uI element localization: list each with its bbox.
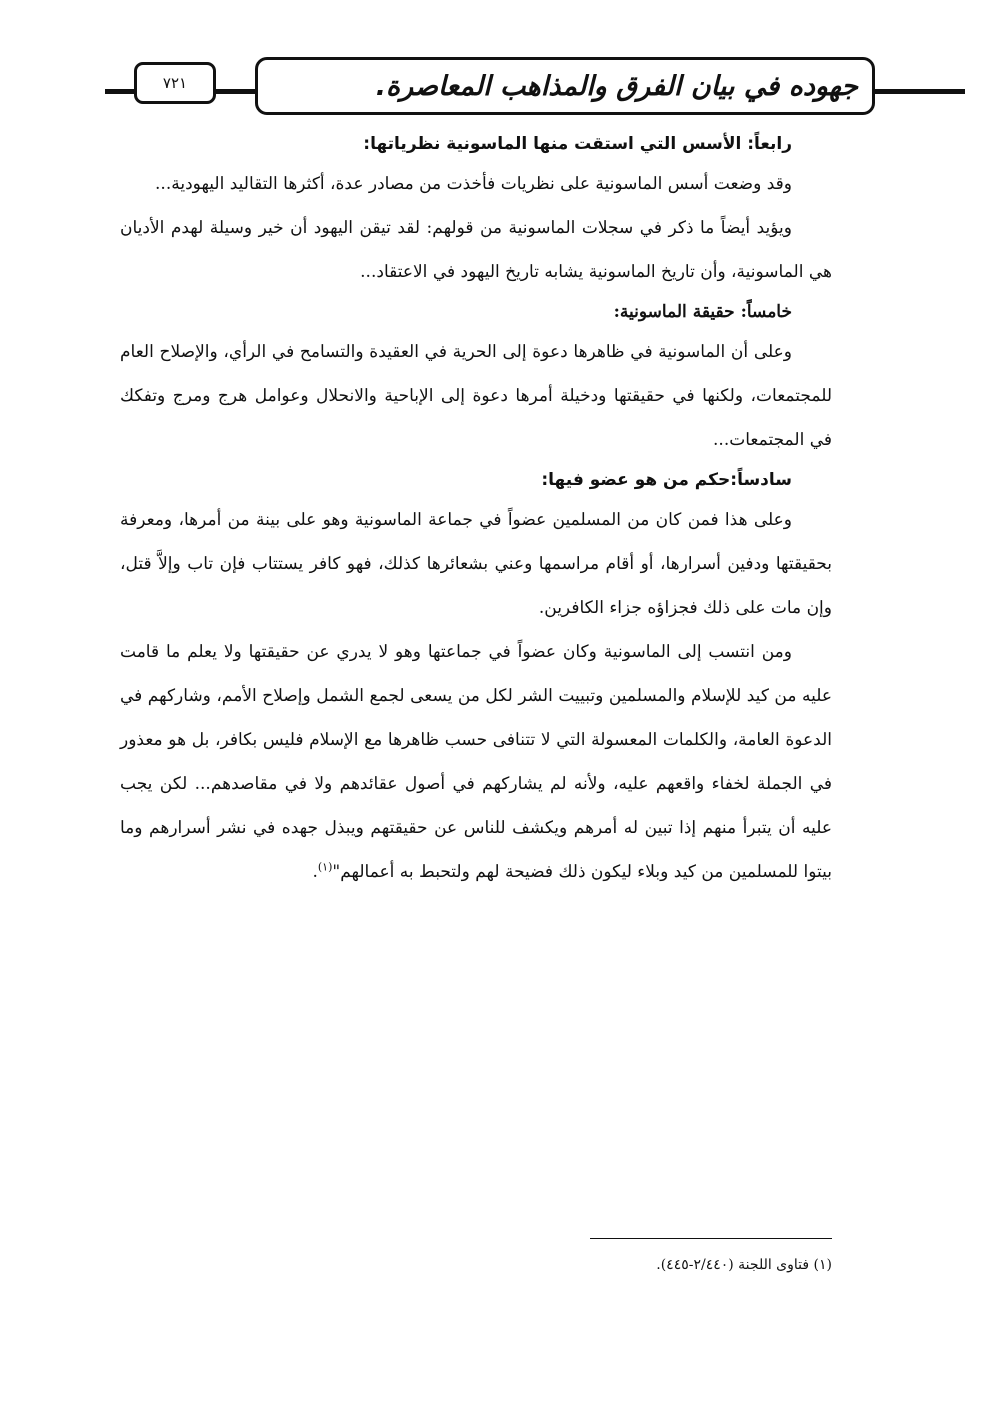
section-heading-fifth: خامساً: حقيقة الماسونية: [613, 302, 792, 322]
footnote-rule [590, 1238, 832, 1239]
running-title: جهوده في بيان الفرق والمذاهب المعاصرة. [255, 57, 875, 115]
paragraph: وقد وضعت أسس الماسونية على نظريات فأخذت من مصادر عدة، أكثرها التقاليد اليهودية... [155, 174, 792, 194]
paragraph-text: ومن انتسب إلى الماسونية وكان عضواً في جماعتها وهو لا يدري عن حقيقتها ولا يعلم ما قامت عليه من كيد للإسلام والمسلمين وتبييت الشر لكل من يسعى لجمع الشمل وإصلاح الأمم، وشاركهم في الدعوة العامة، والكلمات المعسولة التي لا تتنافى حسب ظاهرها مع الإسلام فليس بكافر، بل هو معذور في الجملة لخفاء واقعهم عليه، ولأنه لم يشاركهم في أصول عقائدهم ولا في مقاصدهم... لكن يجب عليه أن يتبرأ منهم إذا تبين له أمرهم ويكشف للناس عن حقيقتهم ويبذل جهده في نشر أسرارهم وما بيتوا للمسلمين من كيد وبلاء ليكون ذلك فضيحة لهم ولتحبط به أعمالهم" [120, 642, 832, 882]
paragraph-with-footnote [120, 630, 832, 894]
paragraph: وعلى هذا فمن كان من المسلمين عضواً في جماعة الماسونية وهو على بينة من أمرها، ومعرفة بحقيقتها ودفين أسرارها، أو أقام مراسمها وعني بشعائرها كذلك، فهو كافر يستتاب فإن تاب وإلاَّ قتل، وإن مات على ذلك فجزاؤه جزاء الكافرين. [120, 510, 832, 618]
section-heading-fourth: رابعاً: الأسس التي استقت منها الماسونية نظرياتها: [363, 134, 792, 154]
paragraph: ويؤيد أيضاً ما ذكر في سجلات الماسونية من قولهم: لقد تيقن اليهود أن خير وسيلة لهدم الأديان هي الماسونية، وأن تاريخ الماسونية يشابه تاريخ اليهود في الاعتقاد... [120, 218, 832, 282]
paragraph: وعلى أن الماسونية في ظاهرها دعوة إلى الحرية في العقيدة والتسامح في الرأي، والإصلاح العام للمجتمعات، ولكنها في حقيقتها ودخيلة أمرها دعوة إلى الإباحية والانحلال وعوامل هرج ومرج وتفكك في المجتمعات... [120, 342, 832, 450]
section-heading-sixth: سادساً:حكم من هو عضو فيها: [541, 470, 792, 490]
footnote-reference[interactable]: (١) [317, 860, 333, 874]
page-number: ٧٢١ [134, 62, 216, 104]
footnote: (١) فتاوى اللجنة (٢/٤٤٠-٤٤٥). [656, 1257, 832, 1273]
paragraph-closing: . [312, 862, 318, 882]
page-body [120, 126, 832, 894]
